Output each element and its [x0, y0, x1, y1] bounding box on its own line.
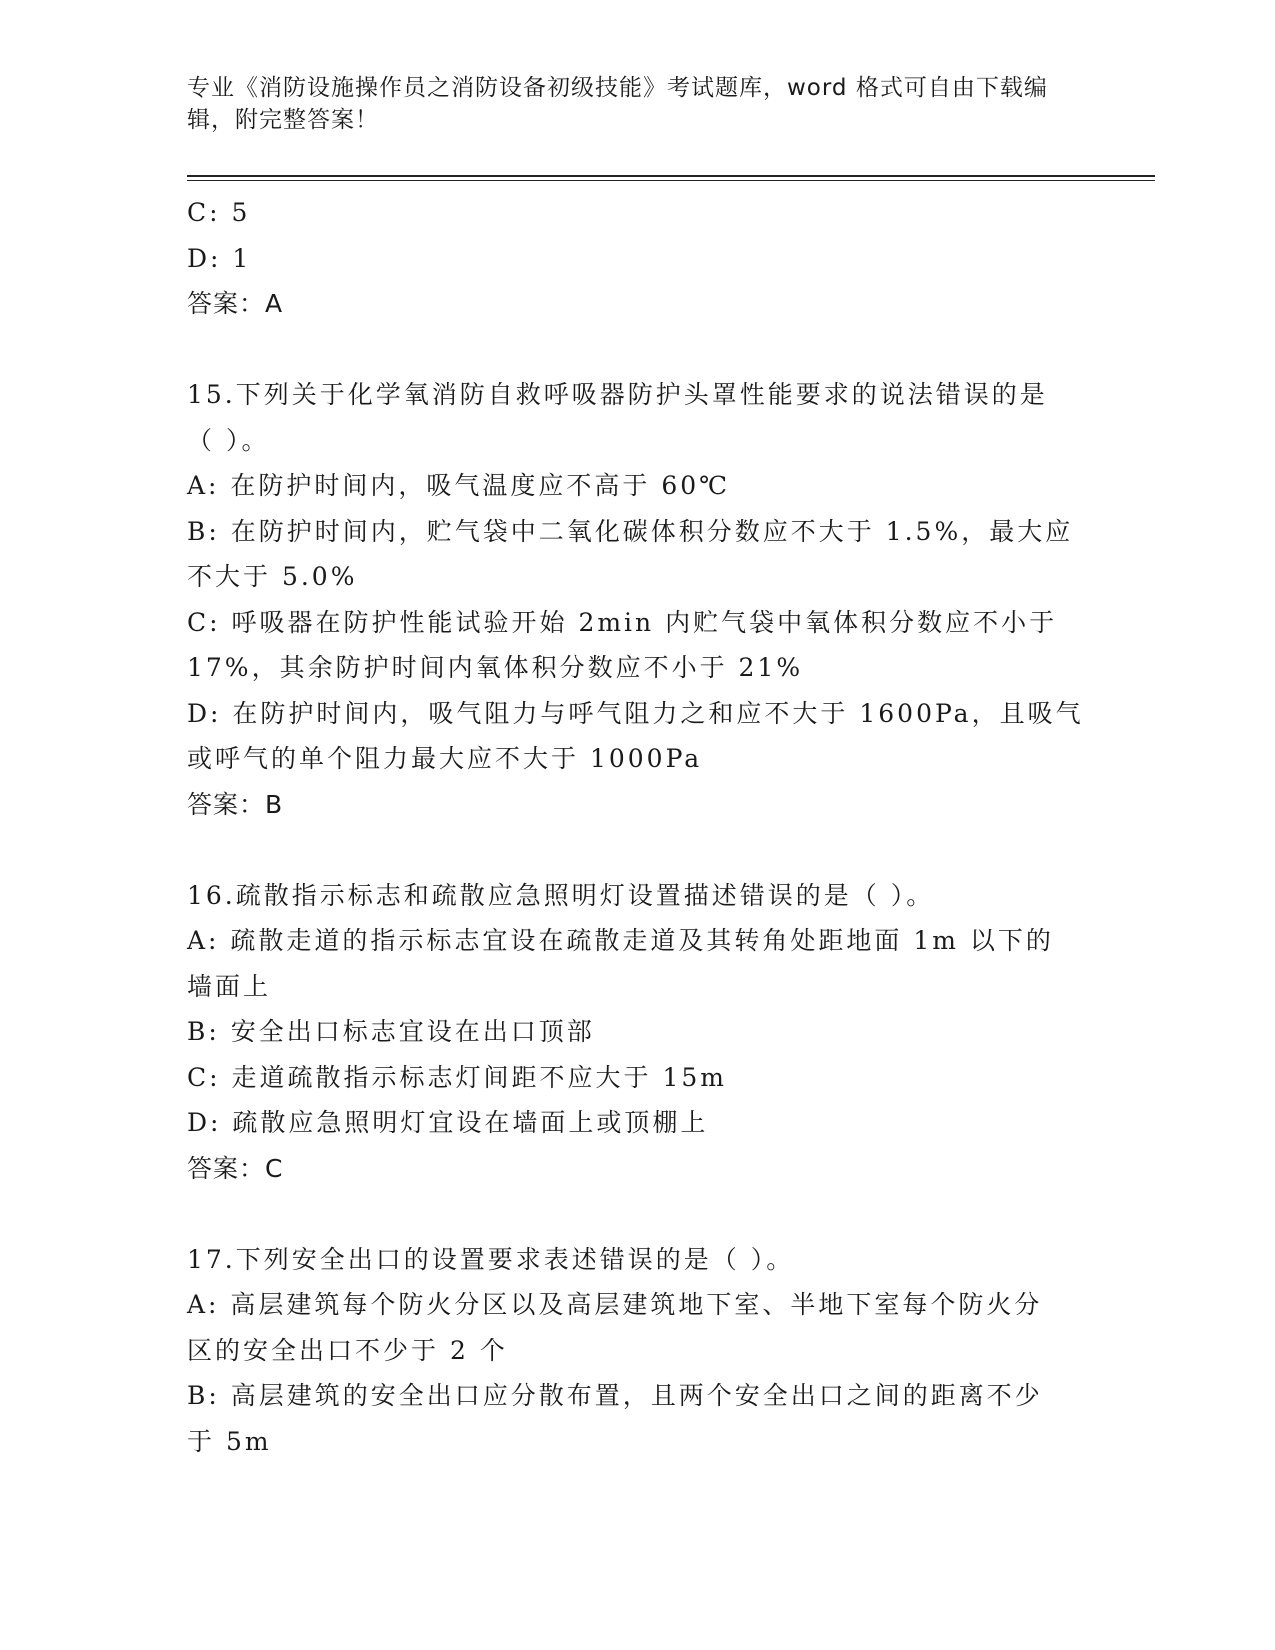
- header-line-1: 专业《消防设施操作员之消防设备初级技能》考试题库，word 格式可自由下载编: [187, 75, 1048, 101]
- option-c: C: 走道疏散指示标志灯间距不应大于 15m: [187, 1062, 727, 1092]
- option-a: 墙面上: [187, 971, 272, 1001]
- option-a: A: 在防护时间内，吸气温度应不高于 60℃: [187, 471, 731, 500]
- option-b: B: 安全出口标志宜设在出口顶部: [187, 1017, 595, 1046]
- answer-line: 答案：B: [187, 789, 284, 819]
- question-stem: （ ）。: [187, 425, 270, 455]
- question-stem: 15.下列关于化学氧消防自救呼吸器防护头罩性能要求的说法错误的是: [187, 380, 1048, 409]
- option-a: A: 高层建筑每个防火分区以及高层建筑地下室、半地下室每个防火分: [187, 1290, 1043, 1319]
- header-divider-thick: [187, 175, 1155, 177]
- option-c: C: 5: [187, 198, 251, 227]
- option-c: C: 呼吸器在防护性能试验开始 2min 内贮气袋中氧体积分数应不小于: [187, 607, 1058, 637]
- option-c: 17%，其余防护时间内氧体积分数应不小于 21%: [187, 653, 804, 682]
- question-stem: 16.疏散指示标志和疏散应急照明灯设置描述错误的是（ ）。: [187, 880, 935, 910]
- option-b: 于 5m: [187, 1426, 272, 1456]
- option-d: D: 在防护时间内，吸气阻力与呼气阻力之和应不大于 1600Pa，且吸气: [187, 698, 1084, 728]
- spacer: [187, 1191, 1087, 1237]
- option-a: A: 疏散走道的指示标志宜设在疏散走道及其转角处距地面 1m 以下的: [187, 926, 1054, 955]
- option-b: B: 在防护时间内，贮气袋中二氧化碳体积分数应不大于 1.5%，最大应: [187, 516, 1074, 546]
- previous-question-tail: [187, 190, 1087, 327]
- header-line-2: 辑，附完整答案！: [187, 107, 379, 133]
- option-d: D: 1: [187, 243, 252, 273]
- page-header: [187, 72, 1067, 136]
- question-17: [187, 1237, 1087, 1465]
- header-divider-thin: [187, 180, 1155, 181]
- question-16: [187, 873, 1087, 1192]
- spacer: [187, 327, 1087, 373]
- answer-line: 答案：A: [187, 289, 284, 318]
- option-b: B: 高层建筑的安全出口应分散布置，且两个安全出口之间的距离不少: [187, 1381, 1043, 1410]
- option-b: 不大于 5.0%: [187, 562, 358, 591]
- option-a: 区的安全出口不少于 2 个: [187, 1335, 508, 1365]
- answer-line: 答案：C: [187, 1153, 284, 1183]
- question-15: [187, 372, 1087, 827]
- option-d: D: 疏散应急照明灯宜设在墙面上或顶棚上: [187, 1108, 709, 1137]
- spacer: [187, 827, 1087, 873]
- question-body: [187, 190, 1087, 1464]
- option-d: 或呼气的单个阻力最大应不大于 1000Pa: [187, 744, 703, 773]
- question-stem: 17.下列安全出口的设置要求表述错误的是（ ）。: [187, 1244, 795, 1274]
